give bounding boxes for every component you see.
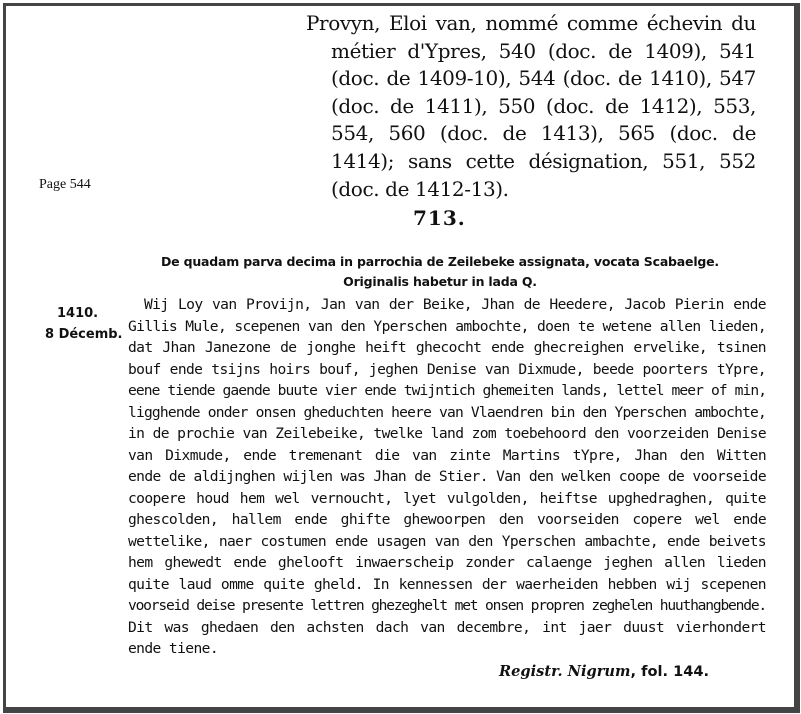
body-line: ligghende onder onsen gheduchten heere van Vlaendren bin den Yperschen ambochte, (128, 403, 766, 421)
body-line: ende tiene. (128, 640, 219, 657)
heading-line-2: Originalis habetur in lada Q. (343, 274, 537, 289)
body-line: Dit was ghedaen den achsten dach van decembre, int jaer duust vierhondert (128, 618, 766, 636)
document-body (128, 294, 766, 660)
body-line: van Dixmude, ende tremenant die van zinte Martins tYpre, Jhan den Witten (128, 446, 766, 464)
body-line: ende de aldijnghen wijlen was Jhan de Stier. Van den welken coope de voorseide (128, 468, 766, 485)
body-line: voorseid deise presente lettren ghezeghelt met onsen propren zeghelen huuthangbende. (128, 597, 766, 614)
body-line: quite laud omme quite gheld. In kennessen der waerheiden hebben wij scepenen (128, 575, 766, 593)
page-label: Page 544 (39, 177, 91, 192)
document-heading (120, 252, 760, 292)
index-entry: Provyn, Eloi van, nommé comme échevin du métier d'Ypres, 540 (doc. de 1409), 541 (doc. de 1409-10), 544 (doc. de 1410), 547 (doc. de 1411), 550 (doc. de 1412), 553, 554, 560 (doc. de 1413), 565 (doc. de 1414); sans cette désignation, 551, 552 (doc. de 1412-13). (306, 11, 756, 201)
body-line: coopere houd hem wel vernoucht, lyet vulgolden, heiftse upghedraghen, quite (128, 489, 766, 507)
source-register: Registr. Nigrum (499, 663, 631, 680)
margin-date (45, 303, 123, 345)
margin-day: 8 Décemb. (45, 327, 123, 342)
body-line: Wij Loy van Provijn, Jan van der Beike, Jhan de Heedere, Jacob Pierin ende (144, 296, 766, 313)
body-line: bouf ende tsijns hoirs bouf, jeghen Denise van Dixmude, beede poorters tYpre, (128, 360, 766, 378)
source-reference (499, 663, 709, 680)
body-line: eene tiende gaende buute vier ende twijntich ghemeiten lands, lettel meer of min, (128, 382, 767, 399)
body-line: hem ghewedt ende ghelooft inwaerscheip zonder calaenge jeghen allen lieden (128, 554, 766, 571)
document-number: 713. (413, 206, 466, 230)
heading-line-1: De quadam parva decima in parrochia de Zeilebeke assignata, vocata Scabaelge. (161, 254, 719, 269)
body-line: in de prochie van Zeilebeike, twelke land zom toebehoord den voorzeiden Denise (128, 425, 766, 442)
body-line: ghescolden, hallem ende ghifte ghewoorpen den voorseiden copere wel ende (128, 511, 766, 528)
body-line: Gillis Mule, scepenen van den Yperschen ambochte, doen te wetene allen lieden, (128, 317, 766, 335)
margin-year: 1410. (57, 306, 99, 321)
body-line: dat Jhan Janezone de jonghe heift ghecocht ende ghecreighen ervelike, tsinen (128, 339, 766, 356)
body-line: wettelike, naer costumen ende usagen van den Yperschen ambachte, ende beivets (128, 532, 766, 550)
source-folio: , fol. 144. (630, 663, 710, 680)
